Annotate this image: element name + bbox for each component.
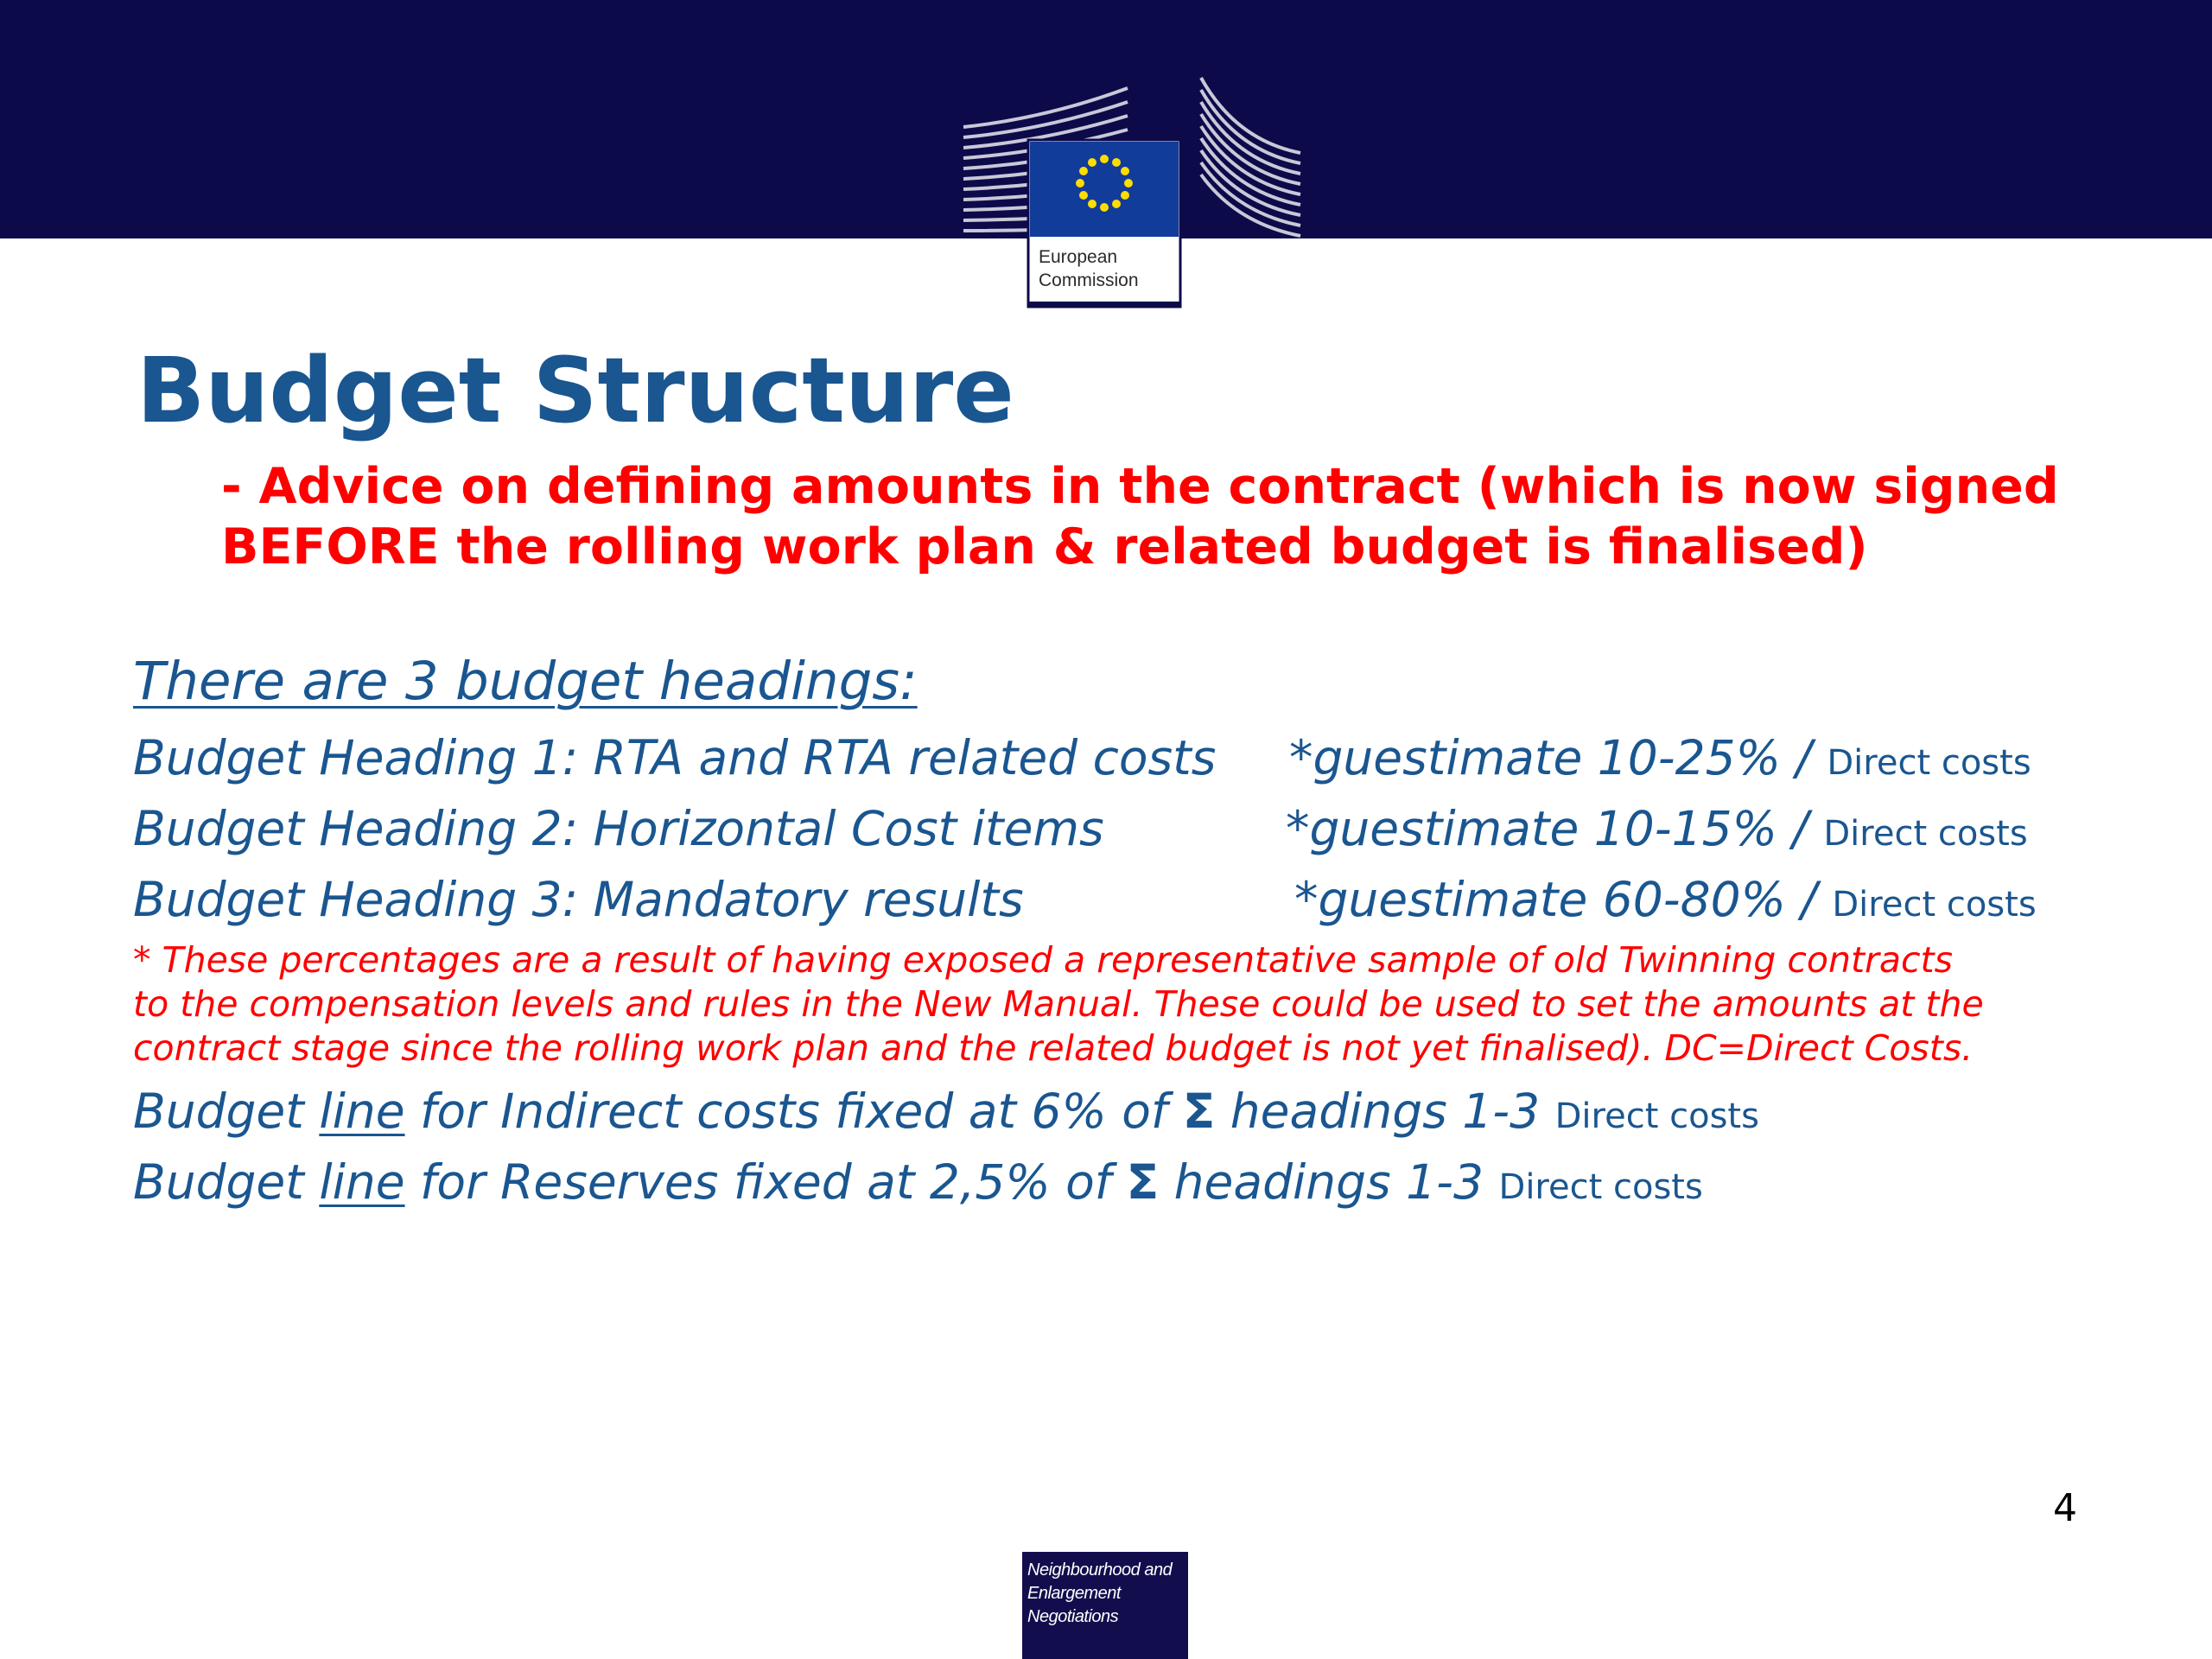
guestimate-value: *guestimate 10-15% / <box>1286 801 1808 856</box>
direct-costs-note: Direct costs <box>1823 814 2028 854</box>
dg-logo-line: Neighbourhood and <box>1027 1560 1173 1580</box>
slide-title: Budget Structure <box>137 338 1014 443</box>
heading-label: Budget Heading 2: Horizontal Cost items <box>133 801 1104 856</box>
european-commission-building-icon <box>959 71 1305 313</box>
guestimate-value: *guestimate 60-80% / <box>1294 872 1817 927</box>
footnote-line: to the compensation levels and rules in the New Manual. These could be used to set the amounts at the <box>133 983 1984 1025</box>
dg-logo-line: Negotiations <box>1027 1607 1119 1626</box>
sigma-symbol: Σ <box>1182 1084 1216 1139</box>
heading-label: Budget Heading 3: Mandatory results <box>133 872 1024 927</box>
line-text: for Reserves fixed at 2,5% of <box>404 1154 1127 1210</box>
dg-near-logo <box>1022 1552 1188 1659</box>
subtitle-line: - Advice on defining amounts in the contract (which is now signed <box>221 458 2059 515</box>
footnote-line: contract stage since the rolling work plan and the related budget is not yet finalised). DC=Direct Costs. <box>133 1027 1974 1069</box>
guestimate-value: *guestimate 10-25% / <box>1289 730 1812 785</box>
direct-costs-note: Direct costs <box>1832 885 2037 925</box>
budget-heading-1 <box>133 730 2120 796</box>
sigma-symbol: Σ <box>1126 1154 1160 1210</box>
line-text: Budget <box>133 1084 320 1139</box>
page-number: 4 <box>2053 1486 2077 1530</box>
line-underlined-word: line <box>319 1084 405 1139</box>
percentages-footnote <box>133 938 2207 1071</box>
direct-costs-note: Direct costs <box>1827 743 2031 783</box>
direct-costs-note: Direct costs <box>1554 1096 1759 1136</box>
line-text: Budget <box>133 1154 320 1210</box>
line-underlined-word: line <box>319 1154 405 1210</box>
logo-text-line2: Commission <box>1039 270 1139 290</box>
heading-guestimate <box>1286 801 2028 856</box>
budget-heading-3 <box>133 872 2120 938</box>
reserves-line <box>133 1154 2120 1210</box>
slide-subtitle <box>221 456 2174 577</box>
heading-guestimate <box>1294 872 2037 927</box>
line-text: headings 1-3 <box>1215 1084 1555 1139</box>
footnote-line: * These percentages are a result of having exposed a representative sample of old Twinning contracts <box>133 939 1953 981</box>
budget-headings-intro: There are 3 budget headings: <box>133 651 918 712</box>
line-text: headings 1-3 <box>1159 1154 1499 1210</box>
heading-guestimate <box>1289 730 2031 785</box>
dg-logo-line: Enlargement <box>1027 1584 1121 1603</box>
subtitle-line: BEFORE the rolling work plan & related budget is finalised) <box>221 518 1868 575</box>
budget-heading-2 <box>133 801 2120 867</box>
line-text: for Indirect costs fixed at 6% of <box>404 1084 1183 1139</box>
logo-text-line1: European <box>1039 247 1118 267</box>
heading-label: Budget Heading 1: RTA and RTA related costs <box>133 730 1217 785</box>
indirect-costs-line <box>133 1084 2120 1139</box>
direct-costs-note: Direct costs <box>1498 1167 1703 1207</box>
